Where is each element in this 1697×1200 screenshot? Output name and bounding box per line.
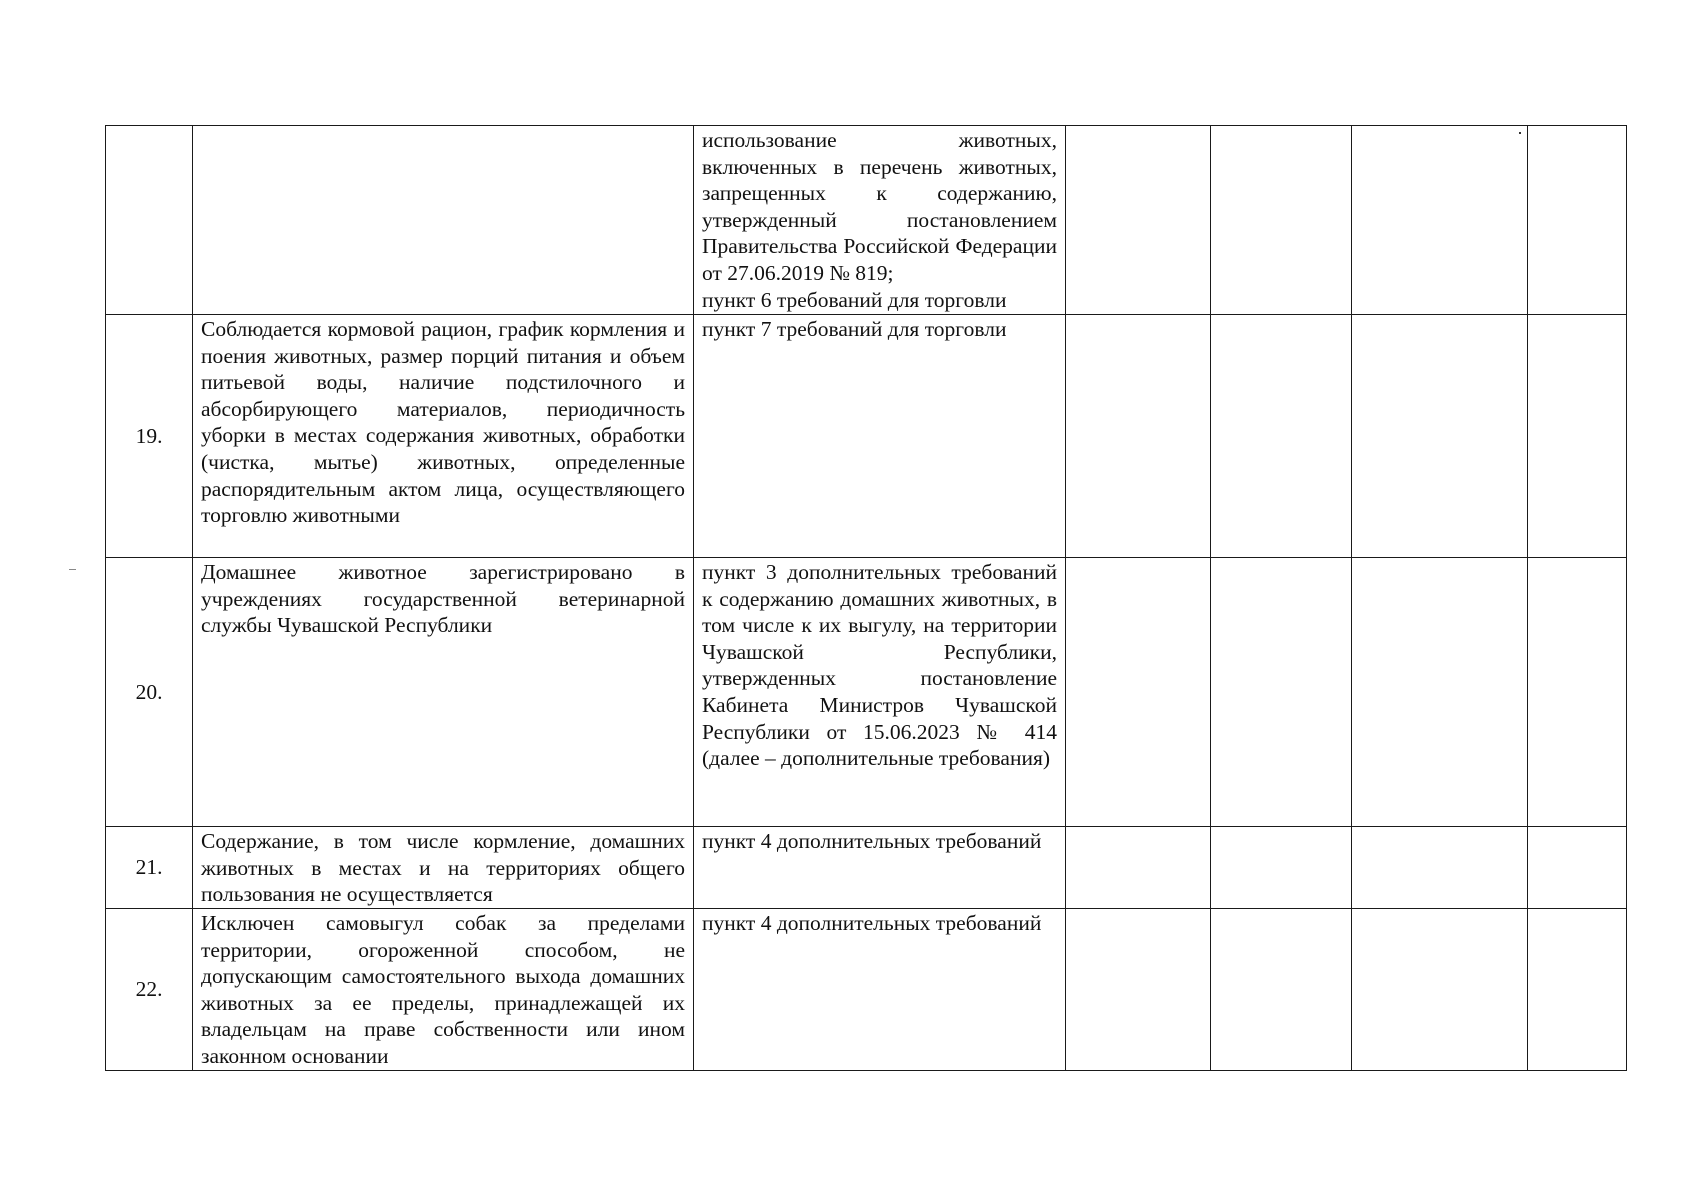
row-number: [106, 126, 193, 315]
empty-cell: [1211, 315, 1352, 558]
empty-cell: [1211, 909, 1352, 1071]
reference-paragraph: пункт 3 дополнительных требований к содержанию домашних животных, в том числе к их выгулу, на территории Чувашской Республики, утвержденных постановление Кабинета Министров Чувашской Республики от 15.06.2023 № 414 (далее – дополнительные требования): [702, 560, 1057, 771]
empty-cell: [1066, 909, 1211, 1071]
reference-text: [694, 126, 1066, 315]
empty-cell: [1211, 558, 1352, 827]
reference-text: [694, 827, 1066, 909]
empty-cell: [1528, 909, 1627, 1071]
table-row: [106, 315, 1627, 558]
empty-cell: [1528, 558, 1627, 827]
reference-paragraph: пункт 4 дополнительных требований: [702, 911, 1042, 935]
empty-cell: [1352, 827, 1528, 909]
reference-paragraph: пункт 6 требований для торговли: [702, 287, 1007, 312]
row-number: 20.: [106, 558, 193, 827]
requirement-text: Содержание, в том числе кормление, домашних животных в местах и на территориях общего пользования не осуществляется: [193, 827, 694, 909]
table-row: [106, 126, 1627, 315]
reference-paragraph: пункт 4 дополнительных требований: [702, 829, 1042, 853]
empty-cell: [1528, 126, 1627, 315]
empty-cell: [1528, 827, 1627, 909]
empty-cell: [1066, 315, 1211, 558]
checklist-table: [105, 125, 1627, 1071]
scan-margin-mark: [69, 569, 76, 570]
empty-cell: [1352, 558, 1528, 827]
requirement-text: [193, 126, 694, 315]
empty-cell: [1066, 126, 1211, 315]
empty-cell: [1066, 558, 1211, 827]
scan-speck: [1519, 132, 1521, 134]
table-row: [106, 909, 1627, 1071]
reference-text: [694, 909, 1066, 1071]
empty-cell: [1352, 126, 1528, 315]
row-number: 19.: [106, 315, 193, 558]
empty-cell: [1528, 315, 1627, 558]
requirement-text: Соблюдается кормовой рацион, график кормления и поения животных, размер порций питания и объем питьевой воды, наличие подстилочного и абсорбирующего материалов, периодичность уборки в местах содержания животных, обработки (чистка, мытье) животных, определенные распорядительным актом лица, осуществляющего торговлю животными: [193, 315, 694, 558]
requirement-text: Исключен самовыгул собак за пределами территории, огороженной способом, не допускающим самостоятельного выхода домашних животных за ее пределы, принадлежащей их владельцам на праве собственности или ином законном основании: [193, 909, 694, 1071]
empty-cell: [1066, 827, 1211, 909]
reference-text: [694, 315, 1066, 558]
row-number: 22.: [106, 909, 193, 1071]
empty-cell: [1211, 126, 1352, 315]
reference-text: [694, 558, 1066, 827]
table-row: [106, 827, 1627, 909]
reference-paragraph: использование животных, включенных в перечень животных, запрещенных к содержанию, утвержденный постановлением Правительства Российской Федерации от 27.06.2019 № 819;: [702, 128, 1057, 285]
empty-cell: [1352, 909, 1528, 1071]
empty-cell: [1352, 315, 1528, 558]
reference-paragraph: пункт 7 требований для торговли: [702, 317, 1007, 341]
row-number: 21.: [106, 827, 193, 909]
table-row: [106, 558, 1627, 827]
requirement-text: Домашнее животное зарегистрировано в учреждениях государственной ветеринарной службы Чувашской Республики: [193, 558, 694, 827]
empty-cell: [1211, 827, 1352, 909]
